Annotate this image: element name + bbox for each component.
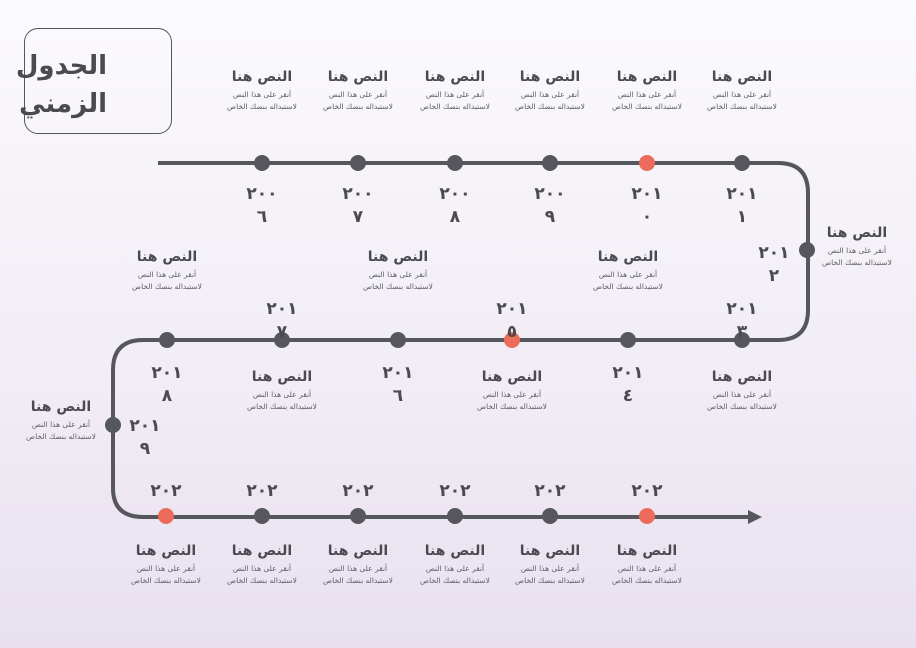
- timeline-year: ٢٠١ ٩: [129, 416, 161, 459]
- timeline-item-title: النص هنا: [616, 543, 678, 559]
- timeline-year: ٢٠١ ٧: [266, 299, 298, 342]
- timeline-dot: [447, 508, 463, 524]
- timeline-item-title: النص هنا: [231, 543, 293, 559]
- timeline-item-body: أنقر على هذا النص لاستبداله بنصك الخاص: [247, 390, 317, 411]
- timeline-item-body: أنقر على هذا النص لاستبداله بنصك الخاص: [593, 270, 663, 291]
- timeline-dot: [447, 155, 463, 171]
- timeline-label: [400, 542, 510, 587]
- timeline-label: [592, 542, 702, 587]
- timeline-item-title: النص هنا: [424, 543, 486, 559]
- timeline-item-title: النص هنا: [327, 543, 389, 559]
- timeline-item-body: أنقر على هذا النص لاستبداله بنصك الخاص: [515, 90, 585, 111]
- timeline-item-title: النص هنا: [136, 249, 198, 265]
- timeline-label: [687, 68, 797, 113]
- timeline-item-title: النص هنا: [30, 399, 92, 415]
- timeline-dot: [159, 332, 175, 348]
- timeline-label: [343, 248, 453, 293]
- timeline-item-body: أنقر على هذا النص لاستبداله بنصك الخاص: [323, 564, 393, 585]
- timeline-dot: [390, 332, 406, 348]
- timeline-item-title: النص هنا: [711, 69, 773, 85]
- timeline-label: [6, 398, 116, 443]
- timeline-label: [573, 248, 683, 293]
- timeline-item-body: أنقر على هذا النص لاستبداله بنصك الخاص: [132, 270, 202, 291]
- timeline-year: ٢٠٠ ٦: [246, 184, 278, 227]
- timeline-dot: [254, 508, 270, 524]
- timeline-year: ٢٠٢: [150, 481, 182, 501]
- timeline-year: ٢٠١ ٢: [758, 243, 790, 286]
- timeline-year: ٢٠٢: [631, 481, 663, 501]
- timeline-item-body: أنقر على هذا النص لاستبداله بنصك الخاص: [323, 90, 393, 111]
- timeline-dot: [620, 332, 636, 348]
- timeline-year: ٢٠١ ٣: [726, 299, 758, 342]
- timeline-dot: [350, 155, 366, 171]
- timeline-year: ٢٠٠ ٨: [439, 184, 471, 227]
- timeline-year: ٢٠١ ٨: [151, 363, 183, 406]
- timeline-item-body: أنقر على هذا النص لاستبداله بنصك الخاص: [707, 90, 777, 111]
- timeline-label: [207, 542, 317, 587]
- timeline-label: [495, 542, 605, 587]
- timeline-item-body: أنقر على هذا النص لاستبداله بنصك الخاص: [515, 564, 585, 585]
- timeline-dot: [542, 508, 558, 524]
- timeline-year: ٢٠١ ٤: [612, 363, 644, 406]
- timeline-item-title: النص هنا: [327, 69, 389, 85]
- timeline-item-body: أنقر على هذا النص لاستبداله بنصك الخاص: [131, 564, 201, 585]
- timeline-item-title: النص هنا: [481, 369, 543, 385]
- timeline-item-title: النص هنا: [826, 225, 888, 241]
- timeline-arrow-head: [748, 510, 762, 524]
- timeline-item-body: أنقر على هذا النص لاستبداله بنصك الخاص: [420, 564, 490, 585]
- title-box: [15, 28, 172, 134]
- timeline-item-body: أنقر على هذا النص لاستبداله بنصك الخاص: [227, 90, 297, 111]
- timeline-item-body: أنقر على هذا النص لاستبداله بنصك الخاص: [822, 246, 892, 267]
- timeline-year: ٢٠٢: [342, 481, 374, 501]
- timeline-year: ٢٠٠ ٧: [342, 184, 374, 227]
- timeline-label: [207, 68, 317, 113]
- timeline-item-body: أنقر على هذا النص لاستبداله بنصك الخاص: [26, 420, 96, 441]
- timeline-item-body: أنقر على هذا النص لاستبداله بنصك الخاص: [363, 270, 433, 291]
- timeline-dot: [350, 508, 366, 524]
- timeline-item-title: النص هنا: [711, 369, 773, 385]
- timeline-label: [227, 368, 337, 413]
- timeline-year: ٢٠١ ٦: [382, 363, 414, 406]
- timeline-item-title: النص هنا: [424, 69, 486, 85]
- timeline-label: [112, 248, 222, 293]
- timeline-label: [303, 68, 413, 113]
- timeline-label: [457, 368, 567, 413]
- timeline-label: [802, 224, 912, 269]
- page-title: الجدول الزمني: [15, 51, 107, 119]
- timeline-item-body: أنقر على هذا النص لاستبداله بنصك الخاص: [227, 564, 297, 585]
- timeline-label: [495, 68, 605, 113]
- timeline-item-title: النص هنا: [231, 69, 293, 85]
- timeline-item-title: النص هنا: [616, 69, 678, 85]
- timeline-item-title: النص هنا: [135, 543, 197, 559]
- timeline-label: [111, 542, 221, 587]
- timeline-item-title: النص هنا: [367, 249, 429, 265]
- timeline-item-title: النص هنا: [251, 369, 313, 385]
- timeline-item-body: أنقر على هذا النص لاستبداله بنصك الخاص: [612, 90, 682, 111]
- timeline-label: [687, 368, 797, 413]
- timeline-dot: [254, 155, 270, 171]
- timeline-dot: [158, 508, 174, 524]
- timeline-dot: [542, 155, 558, 171]
- timeline-dot: [734, 155, 750, 171]
- timeline-label: [400, 68, 510, 113]
- timeline-item-body: أنقر على هذا النص لاستبداله بنصك الخاص: [420, 90, 490, 111]
- timeline-year: ٢٠١ ٠: [631, 184, 663, 227]
- timeline-year: ٢٠٢: [246, 481, 278, 501]
- timeline-label: [592, 68, 702, 113]
- timeline-dot: [639, 155, 655, 171]
- timeline-item-body: أنقر على هذا النص لاستبداله بنصك الخاص: [477, 390, 547, 411]
- timeline-item-title: النص هنا: [597, 249, 659, 265]
- timeline-item-title: النص هنا: [519, 543, 581, 559]
- timeline-year: ٢٠١ ١: [726, 184, 758, 227]
- timeline-year: ٢٠٢: [534, 481, 566, 501]
- timeline-item-body: أنقر على هذا النص لاستبداله بنصك الخاص: [612, 564, 682, 585]
- timeline-item-title: النص هنا: [519, 69, 581, 85]
- timeline-year: ٢٠١ ٥: [496, 299, 528, 342]
- timeline-dot: [639, 508, 655, 524]
- timeline-label: [303, 542, 413, 587]
- timeline-year: ٢٠٢: [439, 481, 471, 501]
- timeline-year: ٢٠٠ ٩: [534, 184, 566, 227]
- timeline-item-body: أنقر على هذا النص لاستبداله بنصك الخاص: [707, 390, 777, 411]
